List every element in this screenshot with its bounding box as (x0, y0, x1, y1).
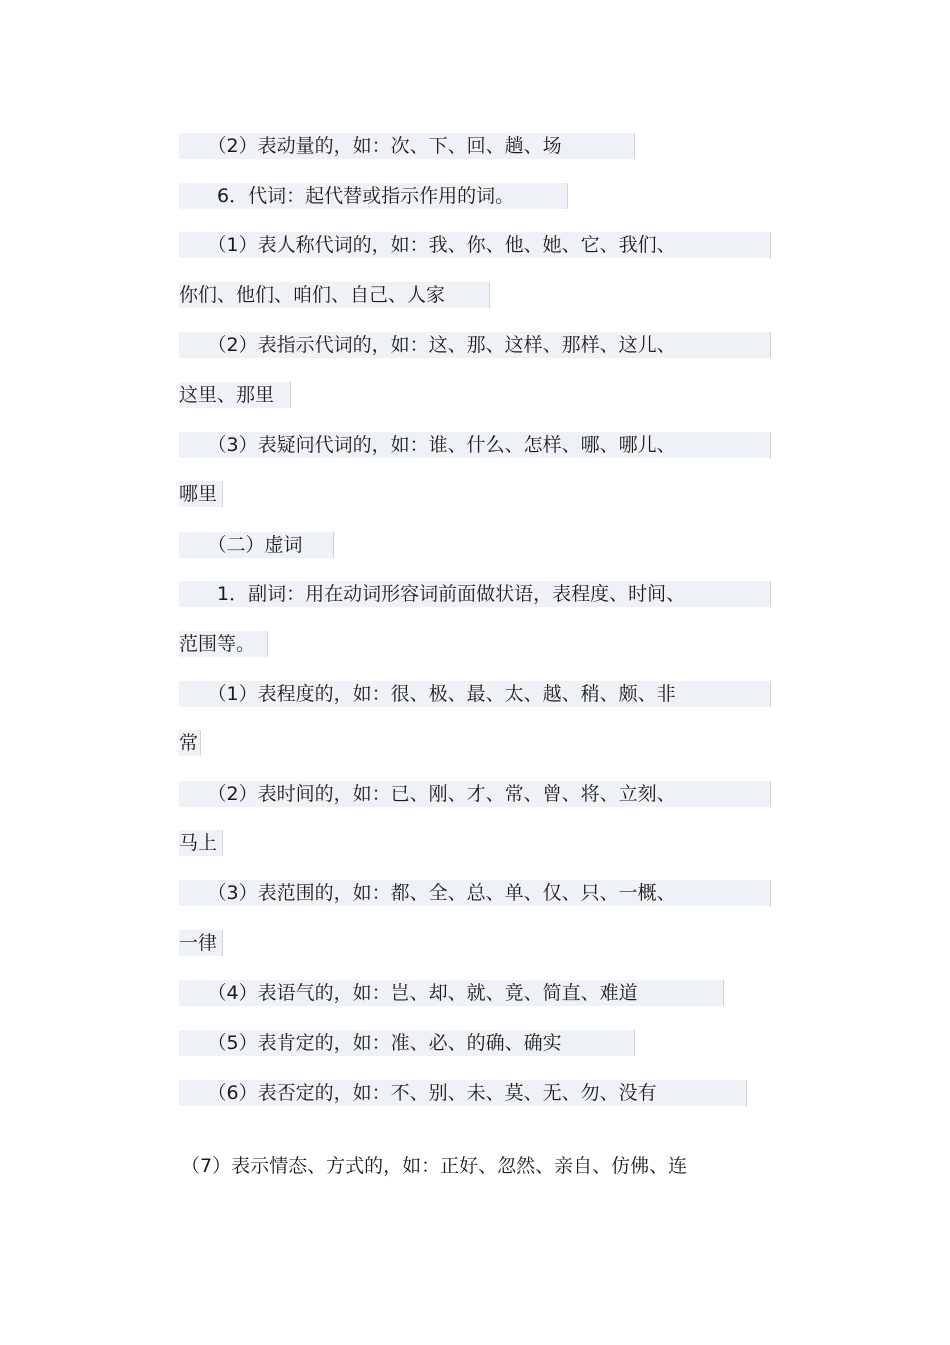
text-line-fouding (179, 1080, 747, 1106)
text-line-renchen-cont (179, 282, 490, 308)
text-line-fuci-heading (179, 581, 771, 607)
text-line-yuqi (179, 980, 724, 1006)
line-text: 1．副词：用在动词形容词前面做状语，表程度、时间、 (179, 583, 686, 605)
line-text: （6）表否定的，如：不、别、未、莫、无、勿、没有 (179, 1082, 657, 1104)
line-text: （1）表程度的，如：很、极、最、太、越、稍、颇、非 (179, 683, 676, 705)
line-text: 这里、那里 (179, 384, 275, 406)
line-text: （2）表时间的，如：已、刚、才、常、曾、将、立刻、 (179, 783, 676, 805)
text-line-yiwen (179, 432, 771, 458)
text-line-shijian (179, 781, 771, 807)
text-line-renchen (179, 232, 771, 258)
line-text: （二）虚词 (179, 534, 303, 556)
text-line-fanwei (179, 880, 771, 906)
text-line-xuci-heading (179, 532, 334, 558)
line-text: （5）表肯定的，如：准、必、的确、确实 (179, 1032, 562, 1054)
line-text: 常 (179, 732, 199, 754)
text-line-zhishi-cont (179, 382, 291, 408)
text-line-chengdu-cont (179, 730, 201, 756)
line-text: （4）表语气的，如：岂、却、就、竟、简直、难道 (179, 982, 638, 1004)
text-line-qingtai (181, 1153, 751, 1179)
text-line-yiwen-cont (179, 481, 223, 507)
line-text: （3）表范围的，如：都、全、总、单、仅、只、一概、 (179, 882, 676, 904)
text-line-kending (179, 1030, 635, 1056)
text-line-shijian-cont (179, 830, 223, 856)
text-line-zhishi (179, 332, 771, 358)
line-text: （3）表疑问代词的，如：谁、什么、怎样、哪、哪儿、 (179, 434, 676, 456)
line-text: 你们、他们、咱们、自己、人家 (179, 284, 446, 306)
line-text: （7）表示情态、方式的，如：正好、忽然、亲自、仿佛、连 (181, 1155, 688, 1177)
line-text: （2）表动量的，如：次、下、回、趟、场 (179, 135, 562, 157)
line-text: 6．代词：起代替或指示作用的词。 (179, 185, 515, 207)
line-text: 哪里 (179, 483, 218, 505)
text-line-dongliang (179, 133, 635, 159)
text-line-fanwei-cont (179, 930, 223, 956)
line-text: 一律 (179, 932, 218, 954)
line-text: 范围等。 (179, 633, 256, 655)
text-line-fuci-cont (179, 631, 268, 657)
text-line-daici-heading (179, 183, 568, 209)
text-line-chengdu (179, 681, 771, 707)
line-text: （2）表指示代词的，如：这、那、这样、那样、这儿、 (179, 334, 676, 356)
line-text: （1）表人称代词的，如：我、你、他、她、它、我们、 (179, 234, 676, 256)
line-text: 马上 (179, 832, 218, 854)
